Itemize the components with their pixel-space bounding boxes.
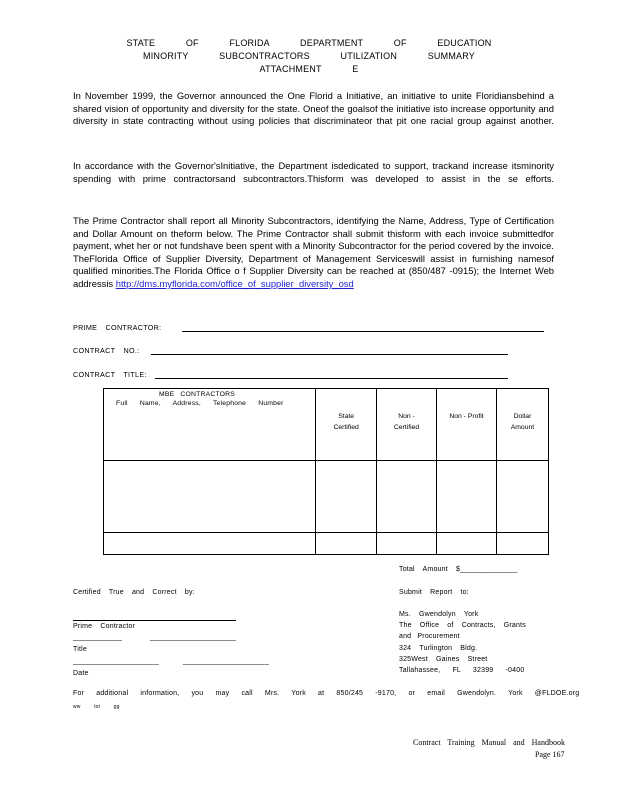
supplier-diversity-link[interactable]: http://dms.myflorida.com/office_of_supplier_diversity_osd: [115, 277, 354, 289]
col-name-address: Full Name, Address, Telephone Number: [116, 400, 284, 407]
col-non-certified-cell: [376, 389, 436, 461]
table-cell[interactable]: [496, 533, 548, 555]
footer-page-number: Page 167: [535, 750, 565, 759]
title-label: Title: [73, 646, 87, 653]
contract-title-label: CONTRACT TITLE:: [73, 370, 147, 379]
table-cell[interactable]: [104, 533, 316, 555]
table-cell[interactable]: [316, 461, 377, 533]
table-row[interactable]: [104, 533, 549, 555]
mbe-table-title: MBE CONTRACTORS: [159, 391, 235, 398]
additional-info: For additional information, you may call Mrs. York at 850/245 -9170, or email Gwendolyn. York @FLDOE.org: [73, 690, 580, 697]
prime-contractor-label: PRIME CONTRACTOR:: [73, 323, 162, 332]
submit-city: Tallahassee, FL 32399 -0400: [399, 667, 525, 674]
instructions-text: The Prime Contractor shall report all Minority Subcontractors, identifying the Name, Address, Type of Certification and Dollar Amount on theform below. The Prime Contractor shall submit thisform with each invoice submittedfor payment, whet her or not fundshave been spent with a Minority Subcontractor for the period covered by the invoice. TheFlorida Office of Supplier Diversity, Department of Management Serviceswill assist in furnishing namesof qualified minorities.The Florida Office o f Supplier Diversity can be reached at (850/487 -0915); the Internet Web addressis: [73, 215, 554, 289]
header-line-3: ATTACHMENT E: [259, 64, 359, 74]
table-cell[interactable]: [104, 461, 316, 533]
prime-contractor-sig-label: Prime Contractor: [73, 623, 136, 630]
mbe-header-cell: [104, 389, 316, 461]
col-dollar-amount-cell: [496, 389, 548, 461]
table-cell[interactable]: [437, 461, 497, 533]
contract-title-field[interactable]: [155, 378, 508, 379]
col-state-certified: State Certified: [333, 413, 359, 431]
footer-manual-title: Contract Training Manual and Handbook: [413, 738, 565, 747]
prime-contractor-signature-line[interactable]: [73, 620, 236, 621]
submit-address-2: 325West Gaines Street: [399, 656, 488, 663]
contract-no-field[interactable]: [151, 354, 508, 355]
col-non-certified: Non - Certified: [393, 413, 420, 431]
submit-report-label: Submit Report to:: [399, 589, 469, 596]
submit-org-2: and Procurement: [399, 633, 460, 640]
table-cell[interactable]: [376, 461, 436, 533]
blank-short-4: _____________________: [183, 658, 269, 665]
table-cell[interactable]: [437, 533, 497, 555]
intro-paragraph: In November 1999, the Governor announced the One Florid a Initiative, an initiative to unite Floridiansbehind a shared vision of opportunity and diversity for the state. Oneof the goalsof the initiative isto increase opportunity and diversity in state contracting without using policies that discriminateor that pit one racial group against another.: [73, 90, 554, 127]
prime-contractor-field[interactable]: [182, 331, 544, 332]
contract-no-label: CONTRACT NO.:: [73, 346, 140, 355]
total-amount[interactable]: Total Amount $______________: [399, 566, 518, 573]
blank-short-1: ____________: [73, 634, 123, 641]
date-label: Date: [73, 670, 89, 677]
table-row[interactable]: [104, 461, 549, 533]
col-non-profit: Non - Profit: [449, 413, 484, 420]
instructions-paragraph: [73, 215, 554, 291]
table-cell[interactable]: [496, 461, 548, 533]
submit-address-1: 324 Turlington Bldg.: [399, 645, 478, 652]
col-non-profit-cell: [437, 389, 497, 461]
mbe-contractors-table: [103, 388, 549, 555]
header-line-2: MINORITY SUBCONTRACTORS UTILIZATION SUMMARY: [143, 51, 475, 61]
header-line-1: STATE OF FLORIDA DEPARTMENT OF EDUCATION: [126, 38, 492, 48]
table-cell[interactable]: [316, 533, 377, 555]
form-code: ww txt gg: [73, 704, 120, 710]
blank-short-2: _____________________: [150, 634, 236, 641]
blank-short-3: _____________________: [73, 658, 159, 665]
table-cell[interactable]: [376, 533, 436, 555]
col-dollar-amount: Dollar Amount: [510, 413, 535, 431]
submit-org-1: The Office of Contracts, Grants: [399, 622, 526, 629]
certified-label: Certified True and Correct by:: [73, 589, 195, 596]
submit-name: Ms. Gwendolyn York: [399, 611, 479, 618]
accordance-paragraph: In accordance with the Governor'sInitiative, the Department isdedicated to support, trackand increase itsminority spending with prime contractorsand subcontractors.Thisform was developed to assist in the se efforts.: [73, 160, 554, 184]
